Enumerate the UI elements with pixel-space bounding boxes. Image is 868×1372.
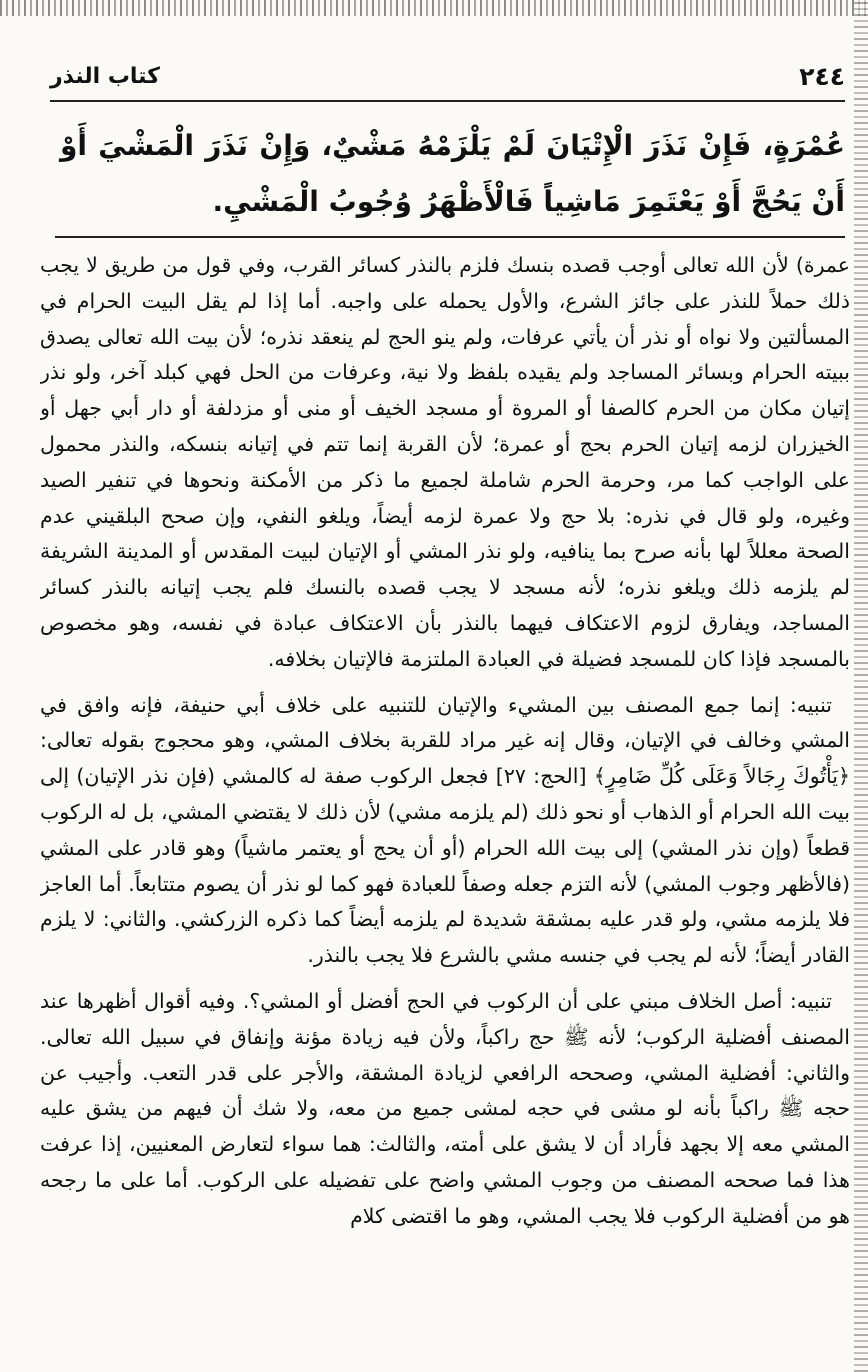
ornamental-border-top — [0, 0, 868, 16]
page-header — [50, 60, 845, 102]
commentary-body — [40, 248, 850, 1358]
section-divider — [55, 236, 845, 238]
ornamental-border-right — [854, 0, 868, 1372]
running-title: كتاب النذر — [50, 64, 160, 89]
commentary-paragraph-1: عمرة) لأن الله تعالى أوجب قصده بنسك فلزم بالنذر كسائر القرب، وفي قول من طريق لا يجب ذلك حملاً للنذر على جائز الشرع، والأول يحمله على واجبه. أما إذا لم يقل البيت الحرام في المسألتين ولا نواه أو نذر أن يأتي عرفات، ولم ينو الحج لم ينعقد نذره؛ لأن بيت الله تعالى يصدق ببيته الحرام وبسائر المساجد ولم يقيده بلفظ ولا نية، وعرفات من الحل فهي كبلد آخر، ولو نذر إتيان مكان من الحرم كالصفا أو المروة أو مسجد الخيف أو منى أو مزدلفة أو دار أبي جهل أو الخيزران لزمه إتيان الحرم بحج أو عمرة؛ لأن القربة إنما تتم في إتيانه بنسكه، والنذر محمول على الواجب كما مر، وحرمة الحرم شاملة لجميع ما ذكر من الأمكنة ونحوها في تنفير الصيد وغيره، ولو قال في نذره: بلا حج ولا عمرة لزمه أيضاً، ويلغو النفي، وإن صحح البلقيني عدم الصحة معللاً لها بأنه صرح بما ينافيه، ولو نذر المشي أو الإتيان لبيت المقدس أو المدينة الشريفة لم يلزمه ذلك ويلغو نذره؛ لأنه مسجد لا يجب قصده بالنسك فلم يجب إتيانه بالنذر كسائر المساجد، ويفارق لزوم الاعتكاف فيهما بالنذر بأن الاعتكاف عبادة في نفسه، وهو مخصوص بالمسجد فإذا كان للمسجد فضيلة في العبادة الملتزمة فالإتيان بخلافه. — [40, 253, 850, 671]
commentary-paragraph-3: تنبيه: أصل الخلاف مبني على أن الركوب في الحج أفضل أو المشي؟. وفيه أقوال أظهرها عند المصنف أفضلية الركوب؛ لأنه ﷺ حج راكباً، ولأن فيه زيادة مؤنة وإنفاق في سبيل الله تعالى. والثاني: أفضلية المشي، وصححه الرافعي لزيادة المشقة، والأجر على قدر التعب. وأجيب عن حجه ﷺ راكباً بأنه لو مشى في حجه لمشى جميع من معه، ولا شك أن فيهم من يشق عليه المشي معه إلا بجهد فأراد أن لا يشق على أمته، والثالث: هما سواء لتعارض المعنيين، إذا عرفت هذا فما صححه المصنف من وجوب المشي واضح على تفضيله على الركوب. أما على ما رجحه هو من أفضلية الركوب فلا يجب المشي، وهو ما اقتضى كلام — [40, 988, 850, 1228]
matn-text: عُمْرَةٍ، فَإِنْ نَذَرَ الْإِتْيَانَ لَمْ يَلْزَمْهُ مَشْيٌ، وَإِنْ نَذَرَ الْمَشْيَ أَوْ أَنْ يَحُجَّ أَوْ يَعْتَمِرَ مَاشِياً فَالْأَظْهَرُ وُجُوبُ الْمَشْيِ. — [60, 129, 845, 218]
page-number: ٢٤٤ — [799, 62, 845, 91]
commentary-paragraph-2: تنبيه: إنما جمع المصنف بين المشيء والإتيان للتنبيه على خلاف أبي حنيفة، فإنه وافق في المشي وخالف في الإتيان، وقال إنه غير مراد للقربة بخلاف المشي، وهو محجوج بقوله تعالى: ﴿يَأْتُوكَ رِجَالاً وَعَلَى كُلِّ ضَامِرٍ﴾ [الحج: ٢٧] فجعل الركوب صفة له كالمشي (فإن نذر الإتيان) إلى بيت الله الحرام أو الذهاب أو نحو ذلك (لم يلزمه مشي) لأن ذلك لا يقتضي المشي، بل له الركوب قطعاً (وإن نذر المشي) إلى بيت الله الحرام (أو أن يحج أو يعتمر ماشياً) وهو قادر على المشي (فالأظهر وجوب المشي) لأنه التزم جعله وصفاً للعبادة فهو كما لو نذر أن يصوم متتابعاً. أما العاجز فلا يلزمه مشي، ولو قدر عليه بمشقة شديدة لم يلزمه أيضاً كما ذكره الزركشي. والثاني: لا يلزم القادر أيضاً؛ لأنه لم يجب في جنسه مشي بالشرع فلا يجب بالنذر. — [40, 692, 850, 968]
